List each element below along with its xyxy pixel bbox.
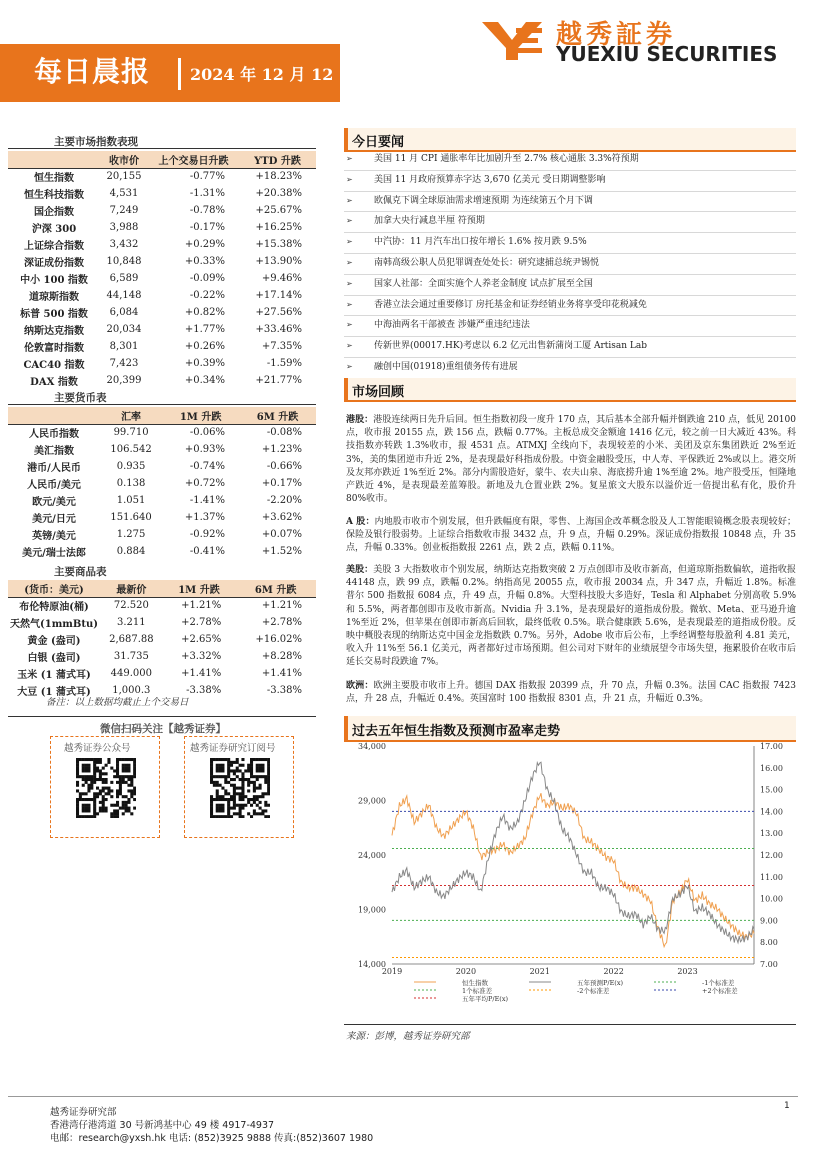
cell-value: +3.62% — [261, 512, 302, 523]
cell-value: 151.640 — [110, 512, 152, 523]
cell-value: -0.22% — [189, 290, 226, 301]
cell-value: +16.02% — [255, 634, 302, 645]
cell-value: +21.77% — [255, 375, 302, 386]
hsi-pe-chart — [344, 742, 826, 1017]
headline-text: 美国 11 月 CPI 通胀率年比加剧升至 2.7% 核心通胀 3.3%符预期 — [374, 154, 639, 164]
cell-value: 3.211 — [117, 617, 146, 628]
row-label: 道琼斯指数 — [29, 292, 79, 303]
y-right-tick-label: 10.00 — [760, 894, 783, 904]
row-label: 纳斯达克指数 — [24, 326, 84, 337]
table-row — [8, 424, 316, 441]
footer-contact: 电邮：research@yxsh.hk 电话: (852)3925 9888 传真:(852)3607 1980 — [50, 1133, 374, 1144]
cell-value: 7,249 — [109, 205, 139, 216]
cell-value: 20,034 — [106, 324, 142, 335]
cell-value: 44,148 — [106, 290, 142, 301]
legend-label: -1个标准差 — [702, 979, 735, 987]
table-row — [8, 543, 316, 560]
headline-item[interactable] — [344, 171, 796, 192]
cell-value: 0.884 — [116, 546, 146, 557]
table-row — [8, 614, 316, 631]
table-row — [8, 509, 316, 526]
cell-value: -1.59% — [266, 358, 302, 369]
cell-value: +27.56% — [255, 307, 302, 318]
table-row — [8, 168, 316, 185]
column-header — [8, 151, 100, 168]
legend-label: 1个标准差 — [462, 987, 493, 995]
y-right-tick-label: 15.00 — [760, 785, 783, 795]
column-header: 汇率 — [100, 407, 162, 424]
y-left-tick-label: 24,000 — [358, 851, 386, 860]
x-tick-label: 2019 — [381, 967, 403, 976]
commodities-title: 主要商品表 — [54, 566, 107, 578]
table-row — [8, 631, 316, 648]
table-header-row — [8, 151, 316, 168]
table-row — [8, 597, 316, 614]
y-right-tick-label: 9.00 — [760, 916, 778, 926]
legend-label: 五年平均P/E(x) — [462, 995, 509, 1003]
cell-value: +0.29% — [184, 239, 226, 250]
cell-value: 7,423 — [109, 358, 139, 369]
row-label: 英镑/美元 — [32, 531, 76, 542]
row-label: 沪深 300 — [31, 224, 77, 235]
cell-value: +2.65% — [181, 634, 222, 645]
headline-text: 欧佩克下调全球原油需求增速预期 为连续第五个月下调 — [374, 195, 593, 206]
cell-value: -0.74% — [189, 461, 226, 472]
page-number: 1 — [784, 1101, 790, 1111]
cell-value: +16.25% — [255, 222, 302, 233]
cell-value: -0.41% — [189, 546, 226, 557]
row-label: 国企指数 — [34, 207, 74, 218]
cell-value: 449.000 — [110, 668, 153, 679]
eu-review-paragraph — [346, 680, 796, 706]
table-row — [8, 219, 316, 236]
cell-value: 1.051 — [116, 495, 146, 506]
legend-label: +2个标准差 — [702, 987, 738, 995]
cell-value: +1.21% — [163, 597, 236, 614]
cell-value: +0.39% — [184, 358, 226, 369]
header-separator — [178, 58, 181, 90]
column-header: 6M 升跌 — [239, 407, 316, 424]
cell-value: 6,084 — [109, 307, 139, 318]
divider — [344, 1024, 796, 1025]
row-label: 美元/日元 — [32, 514, 76, 525]
cell-value: -1.31% — [189, 188, 226, 199]
cell-value: +1.21% — [235, 597, 316, 614]
cell-value: 10,848 — [106, 256, 142, 267]
table-row — [8, 270, 316, 287]
table-row — [8, 665, 316, 682]
report-date: 2024 年 12 月 12 日 — [190, 65, 355, 84]
row-label: 大豆 (1 蒲式耳) — [17, 687, 91, 698]
cell-value: +0.93% — [184, 444, 226, 455]
chart-source: 来源：彭博，越秀证券研究部 — [346, 1031, 470, 1042]
cell-value: 72.520 — [100, 597, 163, 614]
market-indices-table — [8, 151, 316, 389]
cell-value: +2.78% — [181, 617, 222, 628]
table-row — [8, 526, 316, 543]
hk-review-paragraph — [346, 414, 796, 506]
cell-value: 31.735 — [113, 651, 149, 662]
table-header-row — [8, 407, 316, 424]
cell-value: +1.77% — [184, 324, 226, 335]
footer-address: 香港湾仔港湾道 30 号新鸿基中心 49 楼 4917-4937 — [50, 1120, 275, 1131]
headline-item[interactable] — [344, 358, 796, 379]
currencies-table — [8, 407, 316, 560]
headlines-title: 今日要闻 — [352, 135, 405, 150]
row-label: 欧元/美元 — [32, 497, 76, 508]
row-label: 港币/人民币 — [27, 463, 81, 474]
headline-item[interactable] — [344, 254, 796, 275]
headline-text: 中海油两名干部被查 涉嫌严重违纪违法 — [374, 320, 530, 331]
legend-label: -2个标准差 — [577, 987, 610, 995]
headline-text: 香港立法会通过重要修订 房托基金和证券经销业务将享受印花税减免 — [374, 299, 647, 310]
x-tick-label: 2020 — [455, 967, 477, 976]
y-right-tick-label: 16.00 — [760, 763, 783, 773]
column-header: 最新价 — [100, 580, 163, 597]
table-row — [8, 236, 316, 253]
y-right-tick-label: 12.00 — [760, 851, 783, 860]
cell-value: -0.92% — [189, 529, 226, 540]
commodities-table — [8, 580, 316, 699]
qr-label-right: 越秀证券研究订阅号 — [190, 743, 276, 754]
divider — [8, 716, 316, 717]
table-row — [8, 441, 316, 458]
y-left-tick-label: 19,000 — [358, 905, 386, 915]
column-header: (货币：美元) — [8, 580, 100, 597]
cell-value: +3.32% — [181, 651, 222, 662]
row-label: 恒生科技指数 — [24, 190, 84, 201]
table-row — [8, 475, 316, 492]
cell-value: -2.20% — [266, 495, 302, 506]
row-label: 人民币/美元 — [27, 480, 81, 491]
cell-value: 0.935 — [116, 461, 146, 472]
a-share-review-paragraph — [346, 516, 796, 556]
legend-label: 五年预测P/E(x) — [577, 979, 624, 987]
us-review-paragraph — [346, 564, 796, 670]
table-row — [8, 185, 316, 202]
cell-value: +1.41% — [261, 668, 302, 679]
cell-value: 6,589 — [109, 273, 139, 284]
cell-value: -0.08% — [239, 424, 316, 441]
cell-value: +25.67% — [255, 205, 302, 216]
row-label: 标普 500 指数 — [20, 309, 88, 320]
cell-value: +0.07% — [261, 529, 302, 540]
cell-value: 20,399 — [106, 375, 142, 386]
headline-text: 国家人社部：全面实施个人养老金制度 试点扩展至全国 — [374, 278, 593, 289]
y-left-tick-label: 29,000 — [358, 796, 386, 806]
column-header: 6M 升跌 — [235, 580, 316, 597]
y-right-tick-label: 8.00 — [760, 938, 778, 948]
cell-value: +1.52% — [261, 546, 302, 557]
a-share-label: A 股： — [346, 517, 375, 527]
cell-value: +1.37% — [184, 512, 226, 523]
hk-label: 港股： — [346, 415, 374, 425]
bullet-arrow-icon: ➢ — [346, 216, 353, 226]
eu-text: 欧洲主要股市收市上升。德国 DAX 指数报 20399 点，升 70 点，升幅 0.3%。法国 CAC 指数报 7423 点，升 28 点，升幅近 0.4%。英国富时 100 指数报 8301 点，升 21 点，升幅近 0.3%。 — [346, 681, 796, 705]
cell-value: 2,687.88 — [109, 634, 154, 645]
cell-value: 4,531 — [109, 188, 139, 199]
bullet-arrow-icon: ➢ — [346, 174, 353, 184]
table-row — [8, 304, 316, 321]
bullet-arrow-icon: ➢ — [346, 195, 353, 205]
cell-value: +18.23% — [239, 168, 316, 185]
cell-value: -3.38% — [186, 685, 222, 696]
cell-value: -0.77% — [148, 168, 239, 185]
qr-code-icon[interactable] — [76, 758, 136, 818]
y-right-tick-label: 14.00 — [760, 807, 783, 817]
report-title: 每日晨报 — [34, 55, 151, 88]
bullet-arrow-icon: ➢ — [346, 257, 353, 267]
cell-value: +0.33% — [184, 256, 226, 267]
column-header: 1M 升跌 — [163, 580, 236, 597]
cell-value: 106.542 — [110, 444, 152, 455]
table-row — [8, 253, 316, 270]
table-row — [8, 338, 316, 355]
table-row — [8, 372, 316, 389]
column-header — [8, 407, 100, 424]
cell-value: +13.90% — [255, 256, 302, 267]
column-header: 1M 升跌 — [162, 407, 239, 424]
bullet-arrow-icon: ➢ — [346, 320, 353, 330]
column-header: 上个交易日升跌 — [148, 151, 239, 168]
row-label: 黄金 (盎司) — [27, 636, 81, 647]
table-row — [8, 648, 316, 665]
cell-value: +2.78% — [261, 617, 302, 628]
cell-value: 8,301 — [109, 341, 139, 352]
y-right-tick-label: 13.00 — [760, 829, 783, 839]
headline-text: 中汽协：11 月汽车出口按年增长 1.6% 按月跌 9.5% — [374, 237, 587, 248]
brand-name-en: YUEXIU SECURITIES — [556, 42, 778, 66]
cell-value: 0.138 — [116, 478, 146, 489]
headline-item[interactable] — [344, 337, 796, 358]
bullet-arrow-icon: ➢ — [346, 237, 353, 247]
market-indices-title: 主要市场指数表现 — [54, 136, 138, 148]
hk-text: 港股连续两日先升后回。恒生指数初段一度升 170 点，其后基本全部升幅并倒跌逾 210 点，低见 20100 点，收市报 20155 点，跌 156 点，跌幅 0.77%。主板总成交金额逾 1416 亿元，较之前一日大减近 43%。科技指数亦转跌 1.3%收市，报 4531 点。ATMXJ 全线向下，表现较差的小米、美团及京东集团跌近 2%至近 3%，美的集团逆市升近 2%，是表现最好科指成份股。中资金融股受压，中人寿、平保跌近 2%或以上。港交所及友邦亦跌近 1%至近 2%。部分内需股造好，蒙牛、农夫山泉、海底捞升逾 1%至逾 2%。地产股受压，恒隆地产跌近 4%，是表现最差蓝筹股。新地及九仓置业跌 2%。复星旅文大股东以溢价近一倍提出私有化，股价升 80%收市。 — [346, 415, 796, 505]
brand-name-cn: 越秀証券 — [556, 20, 677, 50]
cell-value: -0.78% — [189, 205, 226, 216]
cell-value: +15.38% — [255, 239, 302, 250]
cell-value: +8.28% — [261, 651, 302, 662]
review-title: 市场回顾 — [352, 385, 405, 400]
x-tick-label: 2022 — [603, 967, 624, 976]
cell-value: -1.41% — [189, 495, 226, 506]
cell-value: 1,000.3 — [112, 685, 151, 696]
row-label: 中小 100 指数 — [20, 275, 88, 286]
cell-value: +0.72% — [184, 478, 226, 489]
data-note: 备注：以上数据均截止上个交易日 — [46, 697, 189, 708]
row-label: 深证成份指数 — [24, 258, 84, 269]
us-label: 美股： — [346, 565, 374, 575]
row-label: 恒生指数 — [8, 168, 100, 185]
cell-value: +0.34% — [184, 375, 226, 386]
cell-value: +1.23% — [261, 444, 302, 455]
footer-divider — [8, 1096, 798, 1097]
table-row — [8, 355, 316, 372]
cell-value: -0.17% — [189, 222, 226, 233]
yuexiu-logo-icon — [478, 18, 548, 62]
row-label: 伦敦富时指数 — [24, 343, 84, 354]
table-header-row — [8, 580, 316, 597]
cell-value: -3.38% — [266, 685, 302, 696]
row-label: 人民币指数 — [8, 424, 100, 441]
headlines-header-bar — [344, 128, 796, 152]
table-row — [8, 458, 316, 475]
row-label: 布伦特原油(桶) — [8, 597, 100, 614]
x-tick-label: 2023 — [677, 967, 698, 976]
headline-item[interactable] — [344, 316, 796, 337]
chart-title: 过去五年恒生指数及预测市盈率走势 — [352, 724, 561, 739]
cell-value: 3,988 — [109, 222, 139, 233]
cell-value: -0.09% — [189, 273, 226, 284]
cell-value: +7.35% — [261, 341, 302, 352]
table-row — [8, 202, 316, 219]
row-label: DAX 指数 — [30, 377, 78, 388]
headline-item[interactable] — [344, 275, 796, 296]
row-label: 白银 (盎司) — [27, 653, 81, 664]
cell-value: 1.275 — [116, 529, 146, 540]
cell-value: -0.06% — [162, 424, 239, 441]
cell-value: +20.38% — [255, 188, 302, 199]
review-header-bar — [344, 378, 796, 402]
y-right-tick-label: 17.00 — [760, 742, 783, 751]
row-label: 天然气(1mmBtu) — [10, 619, 98, 630]
cell-value: +0.82% — [184, 307, 226, 318]
bullet-arrow-icon: ➢ — [346, 154, 353, 163]
a-share-text: 内地股市收市个别发展，但升跌幅度有限，零售、上海国企改革概念股及人工智能眼镜概念股表现较好；保险及银行股弱势。上证综合指数收市报 3432 点，升 9 点，升幅 0.29%。深证成份指数报 10848 点，升 35 点，升幅 0.33%。创业板指数报 2261 点，跌 2 点，跌幅 0.11%。 — [346, 517, 796, 554]
wechat-title: 微信扫码关注【越秀证券】 — [100, 723, 226, 735]
bullet-arrow-icon: ➢ — [346, 299, 353, 309]
row-label: 玉米 (1 蒲式耳) — [17, 670, 91, 681]
column-header: YTD 升跌 — [239, 151, 316, 168]
column-header: 收市价 — [100, 151, 148, 168]
currencies-title: 主要货币表 — [54, 392, 107, 404]
cell-value: +0.17% — [261, 478, 302, 489]
headline-item[interactable] — [344, 233, 796, 254]
qr-label-left: 越秀证券公众号 — [64, 743, 131, 754]
legend-label: 恒生指数 — [462, 979, 488, 987]
cell-value: 99.710 — [100, 424, 162, 441]
table-row — [8, 492, 316, 509]
headline-list — [344, 150, 796, 400]
headline-item[interactable] — [344, 296, 796, 317]
row-label: 美汇指数 — [34, 446, 74, 457]
headline-text: 融创中国(01918)重组债务传有进展 — [374, 361, 518, 372]
divider — [8, 148, 316, 149]
cell-value: +1.41% — [181, 668, 222, 679]
cell-value: -0.66% — [266, 461, 302, 472]
qr-code-icon[interactable] — [210, 758, 270, 818]
us-text: 美股 3 大指数收市个别发展，纳斯达克指数突破 2 万点创即市及收市新高，但道琼斯指数偏软，道指收报 44148 点，跌 99 点，跌幅 0.2%。纳指高见 20055 点，收市报 20034 点，升 347 点，升幅近 1.8%。标准普尔 500 指数报 6084 点，升 49 点，升幅 0.8%。大型科技股大多造好，Tesla 和 Alphabet 分别高收 5.9%和 5.5%，两者都创即市及收市新高。Nvidia 升 3.1%，是表现最好的道指成份股。微软、Meta、亚马逊升逾 1%至近 2%，但苹果在创即市新高后回软，最终低收 0.5%。联合健康跌 5.6%，是表现最差的道指成份股。反映中概股表现的纳斯达克中国金龙指数跌 0.7%。另外，Adobe 收市后公布，上季经调整每股盈利 4.81 美元，收入升 11%至 56.1 亿美元，两者都好过市场预期。但公司对下财年的业绩展望令市场失望，拖累股价在收市后延长交易时段跌逾 7%。 — [346, 565, 796, 668]
headline-item[interactable] — [344, 192, 796, 213]
cell-value: 3,432 — [109, 239, 139, 250]
y-right-tick-label: 11.00 — [760, 872, 783, 882]
bullet-arrow-icon: ➢ — [346, 278, 353, 288]
headline-item[interactable] — [344, 150, 796, 171]
x-tick-label: 2021 — [529, 967, 550, 976]
table-row — [8, 321, 316, 338]
cell-value: 20,155 — [100, 168, 148, 185]
headline-text: 南韩高级公职人员犯罪调查处处长：研究逮捕总统尹锡悦 — [374, 257, 600, 268]
divider — [8, 404, 316, 405]
headline-text: 加拿大央行减息半厘 符预期 — [374, 216, 485, 227]
row-label: 美元/瑞士法郎 — [22, 548, 86, 559]
headline-item[interactable] — [344, 212, 796, 233]
cell-value: +33.46% — [255, 324, 302, 335]
row-label: CAC40 指数 — [23, 360, 85, 371]
bullet-arrow-icon: ➢ — [346, 341, 353, 351]
cell-value: +9.46% — [261, 273, 302, 284]
footer-dept: 越秀证券研究部 — [50, 1107, 117, 1118]
cell-value: +0.26% — [184, 341, 226, 352]
eu-label: 欧洲： — [346, 681, 374, 691]
headline-text: 美国 11 月政府预算赤字达 3,670 亿美元 受日期调整影响 — [374, 174, 606, 185]
y-right-tick-label: 7.00 — [760, 960, 778, 969]
row-label: 上证综合指数 — [24, 241, 84, 252]
bullet-arrow-icon: ➢ — [346, 361, 353, 371]
cell-value: +17.14% — [255, 290, 302, 301]
y-left-tick-label: 14,000 — [358, 960, 386, 969]
table-row — [8, 287, 316, 304]
y-left-tick-label: 34,000 — [358, 742, 386, 751]
headline-text: 传新世界(00017.HK)考虑以 6.2 亿元出售新蒲岗工厦 Artisan Lab — [374, 341, 648, 352]
